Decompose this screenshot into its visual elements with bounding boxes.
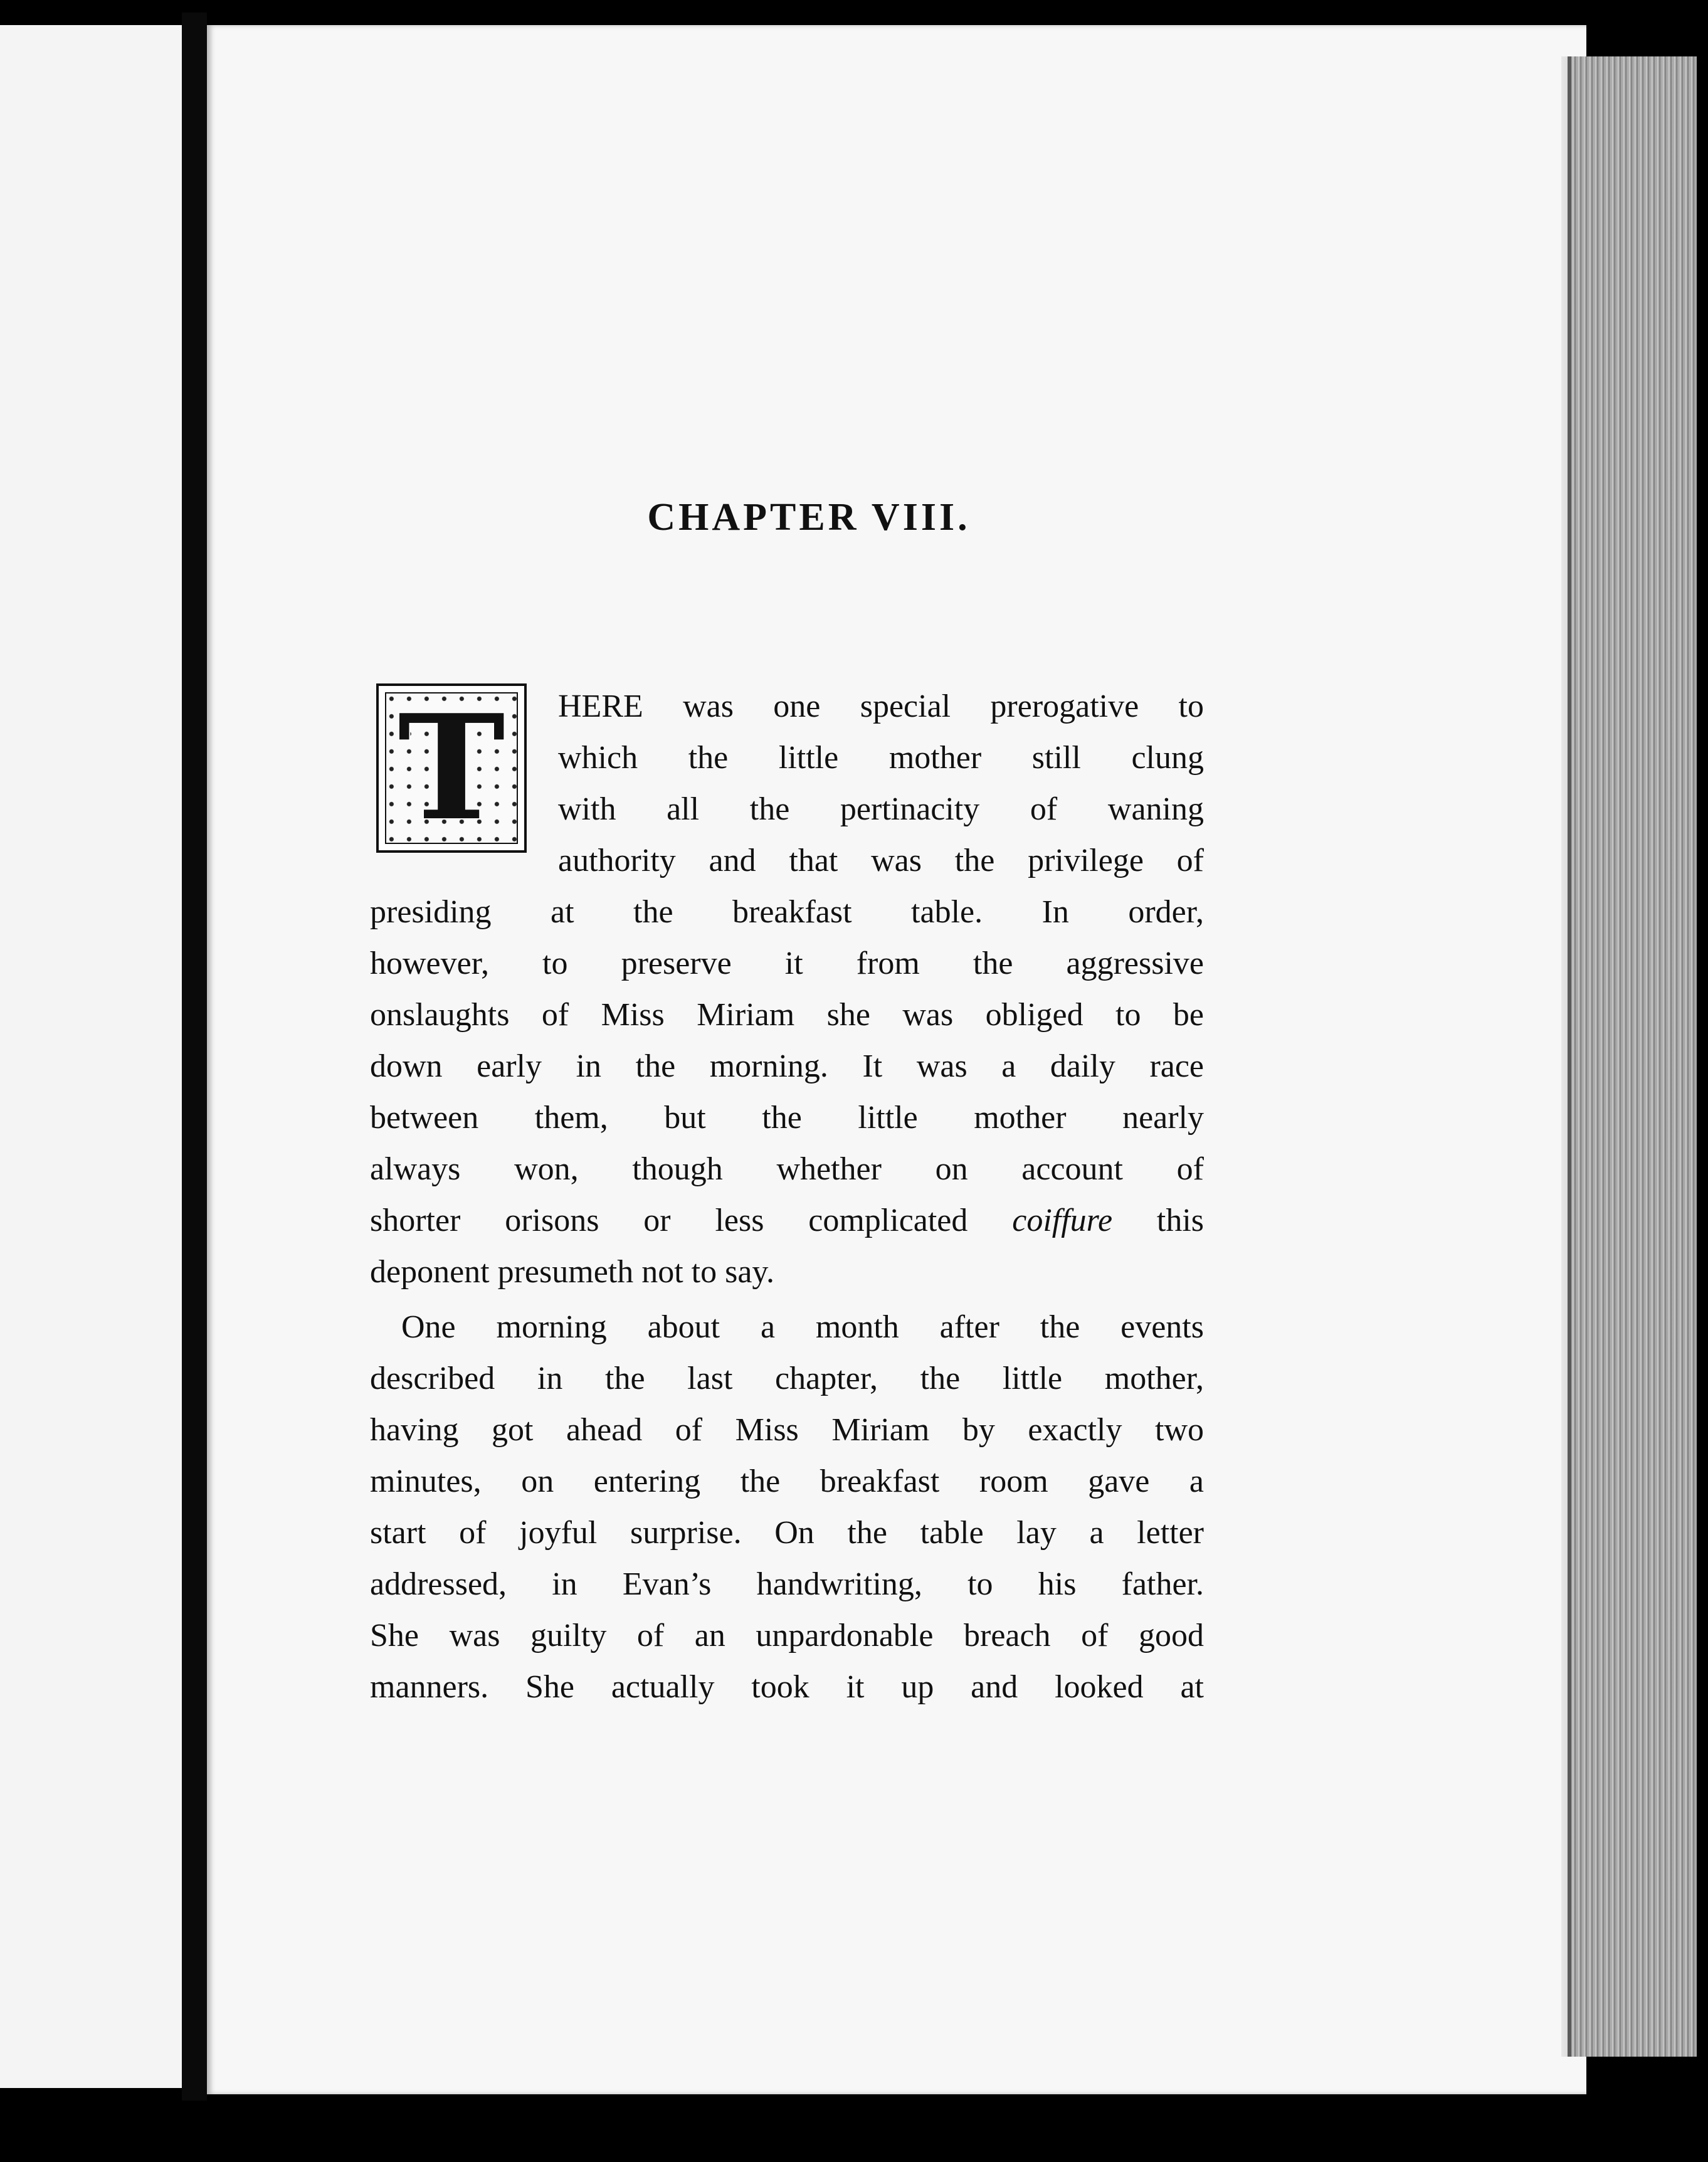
text-line: having got ahead of Miss Miriam by exactly two [370,1412,1204,1448]
book-gutter [182,13,207,2101]
page-block-edge [1568,56,1697,2057]
text-line: start of joyful surprise. On the table lay a letter [370,1515,1204,1551]
paragraph-2 [370,1302,1204,1713]
italic-word: coiffure [1012,1203,1113,1238]
text-line: however, to preserve it from the aggressive [370,946,1204,981]
text-line: manners. She actually took it up and looked at [370,1669,1204,1705]
text-line: always won, though whether on account of [370,1151,1204,1187]
facing-page [0,25,184,2088]
text-line: described in the last chapter, the little mother, [370,1361,1204,1396]
text-segment: this [1156,1203,1205,1238]
text-line: deponent presumeth not to say. [370,1254,775,1290]
drop-cap-letter: T [398,692,505,844]
text-line: addressed, in Evan’s handwriting, to his father. [370,1566,1204,1602]
text-line: which the little mother still clung [558,740,1204,776]
text-line: authority and that was the privilege of [558,843,1204,878]
text-line: between them, but the little mother nearly [370,1100,1204,1136]
text-line-with-italic [370,1195,1204,1247]
text-segment: shorter orisons or less complicated [370,1203,968,1238]
text-line: minutes, on entering the breakfast room gave a [370,1463,1204,1499]
text-line: HERE was one special prerogative to [558,688,1204,724]
body-text [370,681,1204,1713]
text-line: down early in the morning. It was a daily race [370,1048,1204,1084]
text-line: onslaughts of Miss Miriam she was obliged to be [370,997,1204,1033]
paragraph-1 [370,681,1204,1298]
chapter-title: CHAPTER VIII. [647,496,971,539]
text-line: presiding at the breakfast table. In order, [370,894,1204,930]
text-line: She was guilty of an unpardonable breach of good [370,1618,1204,1653]
text-line: with all the pertinacity of waning [558,791,1204,827]
text-line: One morning about a month after the events [401,1309,1204,1345]
